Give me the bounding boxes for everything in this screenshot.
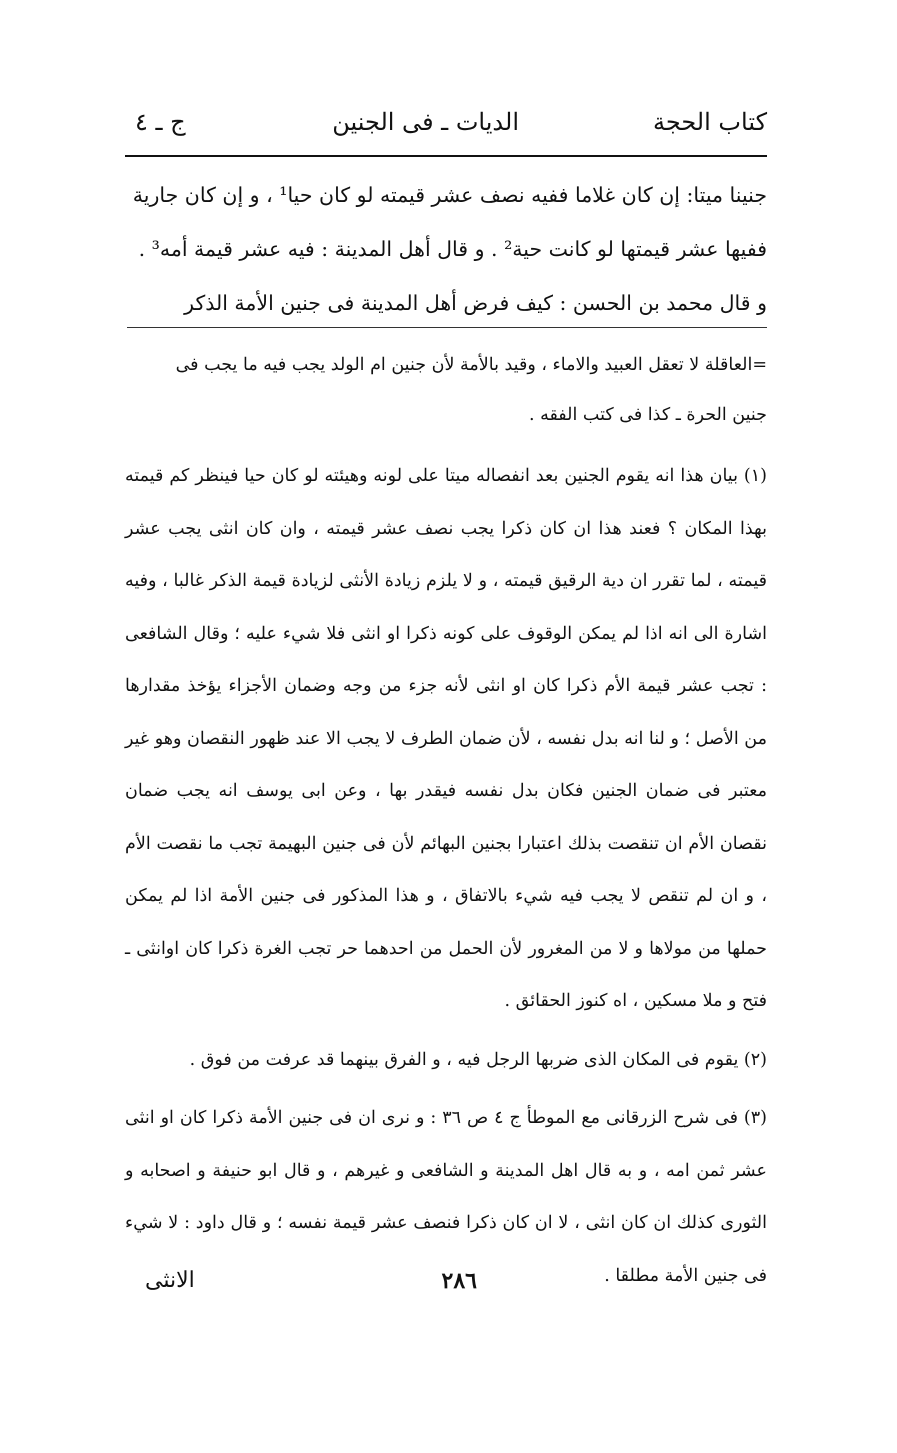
header-rule <box>125 155 767 157</box>
continued-footnote-line: =العاقلة لا تعقل العبيد والاماء ، وقيد بالأمة لأن جنين ام الولد يجب فيه ما يجب فى <box>175 355 767 375</box>
footnote-2 <box>125 1034 767 1087</box>
section-title: الديات ـ فى الجنين <box>332 108 519 136</box>
footnote-line: جنين البهيمة تجب ما نقصت الأم ، و ان لم تنقص لا يجب فيه شيء بالاتفاق ، و هذا <box>125 833 767 906</box>
page-number: ٢٨٦ <box>441 1268 477 1294</box>
main-text-line: ففيها عشر قيمتها لو كانت حية² . و قال أهل المدينة : فيه عشر قيمة أمه³ . <box>138 237 767 261</box>
continued-footnote <box>125 340 767 440</box>
footnote-line: يجب عشر قيمته ، لما تقرر ان دية الرقيق قيمته ، و لا يلزم زيادة الأنثى لزيادة قيمة <box>125 518 767 591</box>
catchword: الانثى <box>145 1268 195 1293</box>
footnote-separator <box>127 327 767 328</box>
footnotes <box>125 450 767 1302</box>
footnote-line: عليه ؛ وقال الشافعى : تجب عشر قيمة الأم ذكرا كان او انثى لأنه جزء من وجه وضمان <box>125 623 767 696</box>
book-title: كتاب الحجة <box>652 108 767 136</box>
footnote-line: الأجزاء يؤخذ مقدارها من الأصل ؛ و لنا انه بدل نفسه ، لأن ضمان الطرف لا يجب <box>125 676 767 749</box>
footnote-1 <box>125 450 767 1028</box>
page-footer <box>125 1268 767 1304</box>
main-text-line: جنينا ميتا: إن كان غلاما ففيه نصف عشر قيمته لو كان حيا¹ ، و إن كان جارية <box>132 183 767 207</box>
main-text <box>125 168 767 330</box>
footnote-line: (٢) يقوم فى المكان الذى ضربها الرجل فيه ، و الفرق بينهما قد عرفت من فوق . <box>189 1049 767 1070</box>
running-header <box>125 108 767 148</box>
footnote-line: او انثى عشر ثمن امه ، و به قال اهل المدينة و الشافعى و غيرهم ، و قال ابو حنيفة <box>125 1108 767 1181</box>
footnote-line: كم قيمته بهذا المكان ؟ فعند هذا ان كان ذكرا يجب نصف عشر قيمته ، وان كان انثى <box>125 466 767 539</box>
footnote-line: ابى يوسف انه يجب ضمان نقصان الأم ان تنقصت بذلك اعتبارا بجنين البهائم لأن فى <box>125 781 767 854</box>
footnote-line: الا عند ظهور النقصان وهو غير معتبر فى ضمان الجنين فكان بدل نفسه فيقدر بها ، وعن <box>125 728 767 801</box>
volume-label: ج ـ ٤ <box>135 108 186 136</box>
footnote-line: احدهما حر تجب الغرة ذكرا كان اوانثى ـ فتح و ملا مسكين ، اه كنوز الحقائق . <box>125 938 767 1011</box>
footnote-line: المذكور فى جنين الأمة اذا لم يمكن حملها من مولاها و لا من المغرور لأن الحمل من <box>125 886 768 959</box>
footnote-line: الذكر غالبا ، وفيه اشارة الى انه اذا لم يمكن الوقوف على كونه ذكرا او انثى فلا شيء <box>125 571 767 644</box>
footnote-line: و اصحابه و الثورى كذلك ان كان انثى ، لا ان كان ذكرا فنصف عشر قيمة نفسه ؛ <box>125 1160 767 1233</box>
continued-footnote-line: جنين الحرة ـ كذا فى كتب الفقه . <box>528 405 767 425</box>
footnote-line: و قال داود : لا شيء فى جنين الأمة مطلقا . <box>125 1213 767 1286</box>
footnote-line: (٣) فى شرح الزرقانى مع الموطأ ج ٤ ص ٣٦ : و نرى ان فى جنين الأمة ذكرا كان <box>179 1108 767 1128</box>
footnote-line: (١) بيان هذا انه يقوم الجنين بعد انفصاله ميتا على لونه وهيئته لو كان حيا فينظر <box>195 466 767 486</box>
main-text-line: و قال محمد بن الحسن : كيف فرض أهل المدينة فى جنين الأمة الذكر <box>184 291 767 315</box>
